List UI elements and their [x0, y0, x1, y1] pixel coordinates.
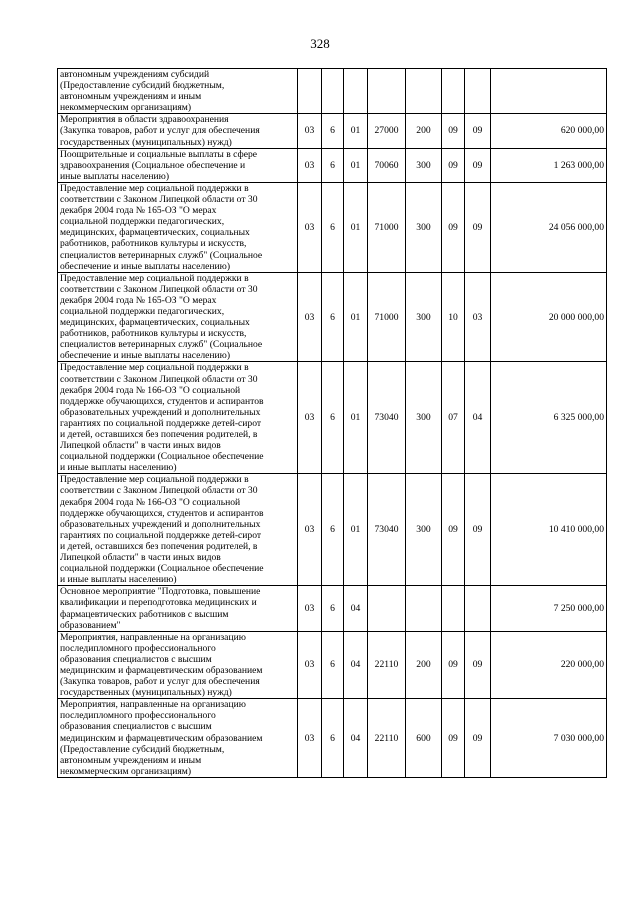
description-line: государственных (муниципальных) нужд) [60, 687, 232, 699]
description-line: образованием" [60, 619, 121, 631]
subsection-code: 09 [465, 148, 491, 182]
subsection-code: 09 [465, 182, 491, 272]
row-description [58, 69, 298, 114]
table-row [58, 148, 607, 182]
direction-code: 73040 [368, 474, 406, 586]
main-event-code: 04 [344, 631, 368, 699]
expense-type-code: 200 [406, 631, 442, 699]
description-line: медицинских, фармацевтических, социальных [60, 227, 250, 239]
description-line: соответствии с Законом Липецкой области от 30 [60, 194, 258, 206]
subsection-code [465, 586, 491, 631]
description-line: медицинским и фармацевтическим образованием [60, 732, 263, 744]
amount-cell: 20 000 000,00 [491, 272, 607, 362]
expense-type-code: 300 [406, 148, 442, 182]
section-code: 09 [442, 474, 465, 586]
subprogram-code: 6 [322, 631, 344, 699]
section-code: 09 [442, 114, 465, 148]
amount-cell: 1 263 000,00 [491, 148, 607, 182]
main-event-code: 01 [344, 182, 368, 272]
row-description [58, 362, 298, 474]
direction-code [368, 69, 406, 114]
description-line: соответствии с Законом Липецкой области от 30 [60, 283, 258, 295]
description-line: Поощрительные и социальные выплаты в сфере [60, 148, 258, 160]
description-line: образовательных учреждений и дополнительных [60, 518, 261, 530]
description-line: последипломного профессионального [60, 710, 216, 722]
description-line: социальной поддержки (Социальное обеспечение [60, 563, 264, 575]
description-line: специалистов ветеринарных служб" (Социальное [60, 249, 263, 261]
main-event-code: 04 [344, 699, 368, 778]
subsection-code: 04 [465, 362, 491, 474]
description-line: (Закупка товаров, работ и услуг для обеспечения [60, 676, 260, 688]
description-line: образования специалистов с высшим [60, 653, 212, 665]
description-line: здравоохранения (Социальное обеспечение и [60, 159, 246, 171]
section-code [442, 69, 465, 114]
amount-cell: 620 000,00 [491, 114, 607, 148]
program-code: 03 [298, 631, 322, 699]
budget-table [57, 68, 607, 778]
expense-type-code [406, 69, 442, 114]
subprogram-code: 6 [322, 699, 344, 778]
expense-type-code [406, 586, 442, 631]
expense-type-code: 200 [406, 114, 442, 148]
page-number: 328 [310, 36, 330, 51]
main-event-code [344, 69, 368, 114]
subprogram-code: 6 [322, 586, 344, 631]
direction-code: 70060 [368, 148, 406, 182]
description-line: образовательных учреждений и дополнительных [60, 406, 261, 418]
table-row [58, 114, 607, 148]
description-line: Мероприятия в области здравоохранения [60, 114, 229, 126]
row-description [58, 474, 298, 586]
subprogram-code: 6 [322, 362, 344, 474]
main-event-code: 04 [344, 586, 368, 631]
description-line: поддержке обучающихся, студентов и аспирантов [60, 507, 264, 519]
description-line: поддержке обучающихся, студентов и аспирантов [60, 395, 264, 407]
amount-cell: 24 056 000,00 [491, 182, 607, 272]
description-line: социальной поддержки педагогических, [60, 216, 225, 228]
subprogram-code: 6 [322, 182, 344, 272]
description-line: медицинским и фармацевтическим образованием [60, 664, 263, 676]
table-row [58, 631, 607, 699]
main-event-code: 01 [344, 272, 368, 362]
table-row [58, 362, 607, 474]
subprogram-code: 6 [322, 148, 344, 182]
program-code [298, 69, 322, 114]
description-line: социальной поддержки (Социальное обеспечение [60, 451, 264, 463]
description-line: и детей, оставшихся без попечения родителей, в [60, 540, 258, 552]
description-line: автономным учреждениям и иным [60, 91, 202, 103]
amount-cell: 7 030 000,00 [491, 699, 607, 778]
amount-cell: 7 250 000,00 [491, 586, 607, 631]
subsection-code: 09 [465, 114, 491, 148]
description-line: Липецкой области" в части иных видов [60, 440, 221, 452]
row-description [58, 148, 298, 182]
section-code: 09 [442, 631, 465, 699]
subsection-code: 09 [465, 474, 491, 586]
main-event-code: 01 [344, 148, 368, 182]
description-line: обеспечение и иные выплаты населению) [60, 350, 231, 362]
description-line: работников, работников культуры и искусств, [60, 238, 247, 250]
table-row [58, 69, 607, 114]
amount-cell [491, 69, 607, 114]
description-line: декабря 2004 года № 166-ОЗ "О социальной [60, 384, 241, 396]
subprogram-code: 6 [322, 474, 344, 586]
section-code: 09 [442, 699, 465, 778]
program-code: 03 [298, 586, 322, 631]
description-line: некоммерческим организациям) [60, 765, 192, 777]
section-code: 09 [442, 182, 465, 272]
description-line: (Закупка товаров, работ и услуг для обеспечения [60, 125, 260, 137]
expense-type-code: 300 [406, 474, 442, 586]
description-line: иные выплаты населению) [60, 170, 170, 182]
subprogram-code: 6 [322, 272, 344, 362]
expense-type-code: 300 [406, 362, 442, 474]
row-description [58, 699, 298, 778]
description-line: некоммерческим организациям) [60, 102, 192, 114]
description-line: Предоставление мер социальной поддержки в [60, 272, 249, 284]
description-line: государственных (муниципальных) нужд) [60, 136, 232, 148]
section-code: 10 [442, 272, 465, 362]
section-code: 09 [442, 148, 465, 182]
program-code: 03 [298, 148, 322, 182]
table-row [58, 474, 607, 586]
description-line: и иные выплаты населению) [60, 574, 177, 586]
subsection-code [465, 69, 491, 114]
table-row [58, 699, 607, 778]
subprogram-code: 6 [322, 114, 344, 148]
description-line: (Предоставление субсидий бюджетным, [60, 743, 225, 755]
description-line: социальной поддержки педагогических, [60, 305, 225, 317]
program-code: 03 [298, 182, 322, 272]
table-row [58, 586, 607, 631]
row-description [58, 631, 298, 699]
row-description [58, 182, 298, 272]
program-code: 03 [298, 114, 322, 148]
main-event-code: 01 [344, 474, 368, 586]
direction-code: 71000 [368, 182, 406, 272]
description-line: Мероприятия, направленные на организацию [60, 631, 246, 643]
program-code: 03 [298, 699, 322, 778]
subsection-code: 09 [465, 631, 491, 699]
subsection-code: 09 [465, 699, 491, 778]
amount-cell: 6 325 000,00 [491, 362, 607, 474]
description-line: соответствии с Законом Липецкой области от 30 [60, 373, 258, 385]
direction-code: 22110 [368, 631, 406, 699]
description-line: гарантиях по социальной поддержке детей-сирот [60, 529, 262, 541]
table-row [58, 272, 607, 362]
description-line: Предоставление мер социальной поддержки в [60, 474, 249, 486]
description-line: Мероприятия, направленные на организацию [60, 699, 246, 711]
description-line: декабря 2004 года № 166-ОЗ "О социальной [60, 496, 241, 508]
description-line: последипломного профессионального [60, 642, 216, 654]
program-code: 03 [298, 272, 322, 362]
description-line: квалификации и переподготовка медицинских и [60, 597, 257, 609]
description-line: и иные выплаты населению) [60, 462, 177, 474]
description-line: обеспечение и иные выплаты населению) [60, 260, 231, 272]
direction-code: 27000 [368, 114, 406, 148]
main-event-code: 01 [344, 114, 368, 148]
description-line: специалистов ветеринарных служб" (Социальное [60, 339, 263, 351]
row-description [58, 272, 298, 362]
section-code: 07 [442, 362, 465, 474]
amount-cell: 220 000,00 [491, 631, 607, 699]
description-line: фармацевтических работников с высшим [60, 608, 229, 620]
description-line: (Предоставление субсидий бюджетным, [60, 80, 225, 92]
row-description [58, 586, 298, 631]
description-line: декабря 2004 года № 165-ОЗ "О мерах [60, 294, 217, 306]
description-line: образования специалистов с высшим [60, 721, 212, 733]
description-line: автономным учреждениям и иным [60, 754, 202, 766]
description-line: и детей, оставшихся без попечения родителей, в [60, 429, 258, 440]
main-event-code: 01 [344, 362, 368, 474]
subprogram-code [322, 69, 344, 114]
description-line: Предоставление мер социальной поддержки в [60, 182, 249, 194]
description-line: Основное мероприятие "Подготовка, повышение [60, 586, 261, 598]
section-code [442, 586, 465, 631]
expense-type-code: 300 [406, 182, 442, 272]
description-line: работников, работников культуры и искусств, [60, 328, 247, 340]
description-line: Липецкой области" в части иных видов [60, 552, 221, 564]
description-line: Предоставление мер социальной поддержки в [60, 362, 249, 374]
direction-code [368, 586, 406, 631]
table-row [58, 182, 607, 272]
program-code: 03 [298, 474, 322, 586]
program-code: 03 [298, 362, 322, 474]
description-line: декабря 2004 года № 165-ОЗ "О мерах [60, 205, 217, 217]
description-line: автономным учреждениям субсидий [60, 69, 210, 80]
description-line: гарантиях по социальной поддержке детей-сирот [60, 417, 262, 429]
direction-code: 22110 [368, 699, 406, 778]
description-line: соответствии с Законом Липецкой области от 30 [60, 485, 258, 497]
direction-code: 71000 [368, 272, 406, 362]
row-description [58, 114, 298, 148]
subsection-code: 03 [465, 272, 491, 362]
expense-type-code: 300 [406, 272, 442, 362]
amount-cell: 10 410 000,00 [491, 474, 607, 586]
direction-code: 73040 [368, 362, 406, 474]
expense-type-code: 600 [406, 699, 442, 778]
description-line: медицинских, фармацевтических, социальных [60, 317, 250, 329]
